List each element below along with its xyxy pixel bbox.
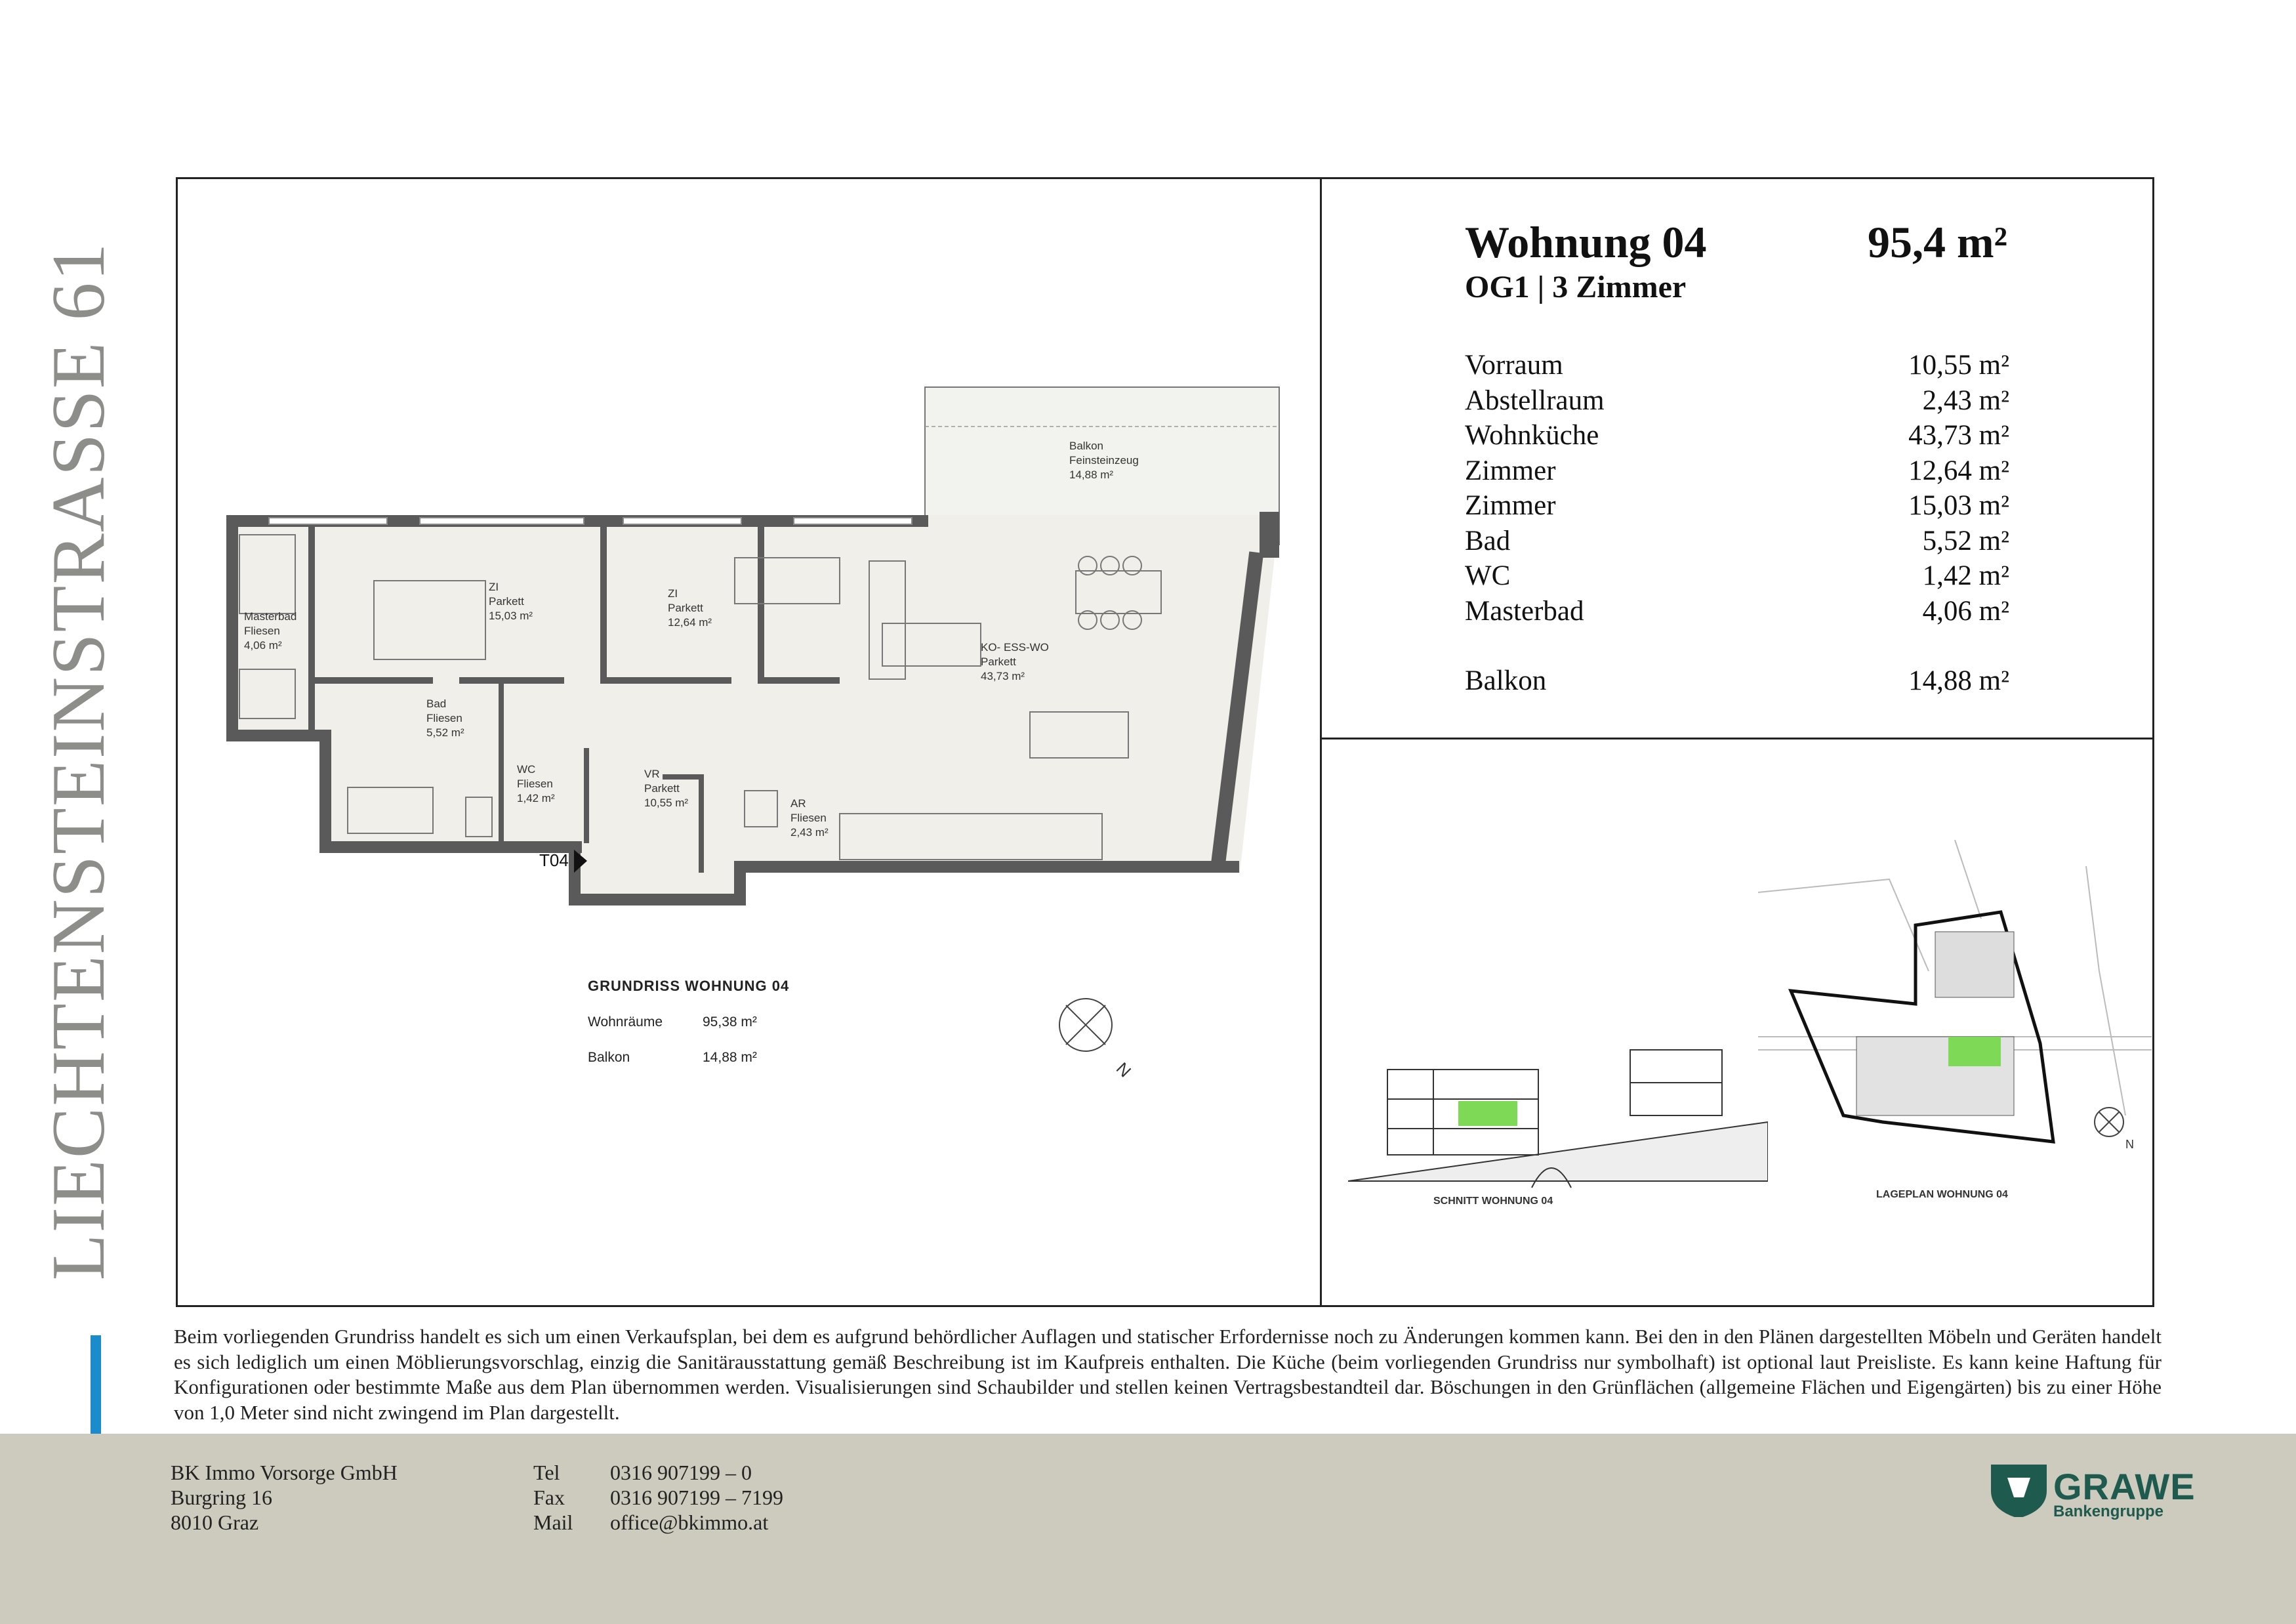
tel-label: Tel [533,1461,560,1484]
label-zi2: ZI Parkett 12,64 m² [668,587,712,629]
site-plan [1758,840,2152,1220]
room-row [1465,348,2009,383]
room-name: Zimmer [1465,455,1556,486]
balcony-name: Balkon [1465,665,1547,696]
room-name: WC [1465,560,1511,591]
room-row [1465,594,2009,629]
tel-value: 0316 907199 – 0 [610,1461,752,1484]
legend-value: 14,88 m² [703,1050,757,1065]
room-row [1465,383,2009,419]
room-row [1465,524,2009,559]
north-label: N [1112,1058,1136,1081]
section-drawing [1348,1043,1768,1214]
mail-link[interactable]: office@bkimmo.at [610,1510,769,1534]
legend-row [588,1014,789,1030]
label-wc: WC Fliesen 1,42 m² [517,763,555,804]
legend-row [588,1050,789,1066]
legend-label: Balkon [588,1050,630,1065]
entrance-label: T04 [539,850,569,870]
footer-contact-values [610,1460,783,1535]
fax-label: Fax [533,1486,565,1509]
room-name: Bad [1465,525,1511,556]
room-area: 2,43 m² [1922,385,2009,416]
room-row [1465,558,2009,594]
footer-contact-labels [533,1460,573,1535]
room-area: 15,03 m² [1908,490,2009,521]
footer-company [171,1460,398,1535]
disclaimer: Beim vorliegenden Grundriss handelt es sich um einen Verkaufsplan, bei dem es aufgrund behördlicher Auflagen und statischer Erfordernisse noch zu Änderungen kommen kann. Bei den in den Plänen dargestellten Möbeln und Geräten handelt es sich lediglich um einen Möblierungsvorschlag, einzig die Sanitärausstattung gemäß Beschreibung ist im Kaufpreis enthalten. Die Küche (beim vorliegenden Grundriss nur symbolhaft) ist optional laut Preisliste. Es kann keine Haftung für Konfigurationen oder bestimmte Maße aus dem Plan übernommen werden. Visualisierungen sind Schaubilder und stellen keinen Vertragsbestandteil dar. Böschungen in den Grünflächen (allgemeine Flächen und Eigengärten) bis zu einer Höhe von 1,0 Meter sind nicht zwingend im Plan dargestellt. [174,1325,2162,1424]
room-name: Masterbad [1465,595,1584,627]
room-name: Wohnküche [1465,420,1599,451]
company-name: BK Immo Vorsorge GmbH [171,1461,398,1484]
logo-name: GRAWE [2053,1466,2196,1507]
label-ar: AR Fliesen 2,43 m² [790,797,829,839]
room-row [1465,453,2009,489]
balcony-row [1465,663,2009,699]
room-name: Vorraum [1465,350,1563,381]
label-zi1: ZI Parkett 15,03 m² [489,581,533,622]
room-name: Abstellraum [1465,385,1605,416]
label-balkon: Balkon Feinsteinzeug 14,88 m² [1069,440,1139,481]
legend-label: Wohnräume [588,1014,663,1030]
room-row [1465,488,2009,524]
north-arrow-icon [1059,999,1112,1051]
label-koesswo: KO- ESS-WO Parkett 43,73 m² [981,641,1049,682]
logo-sub: Bankengruppe [2053,1503,2164,1520]
room-area: 1,42 m² [1922,560,2009,591]
room-area: 12,64 m² [1908,455,2009,486]
site-north-label: N [2125,1138,2134,1151]
unit-title: Wohnung 04 [1465,217,1707,267]
company-city: 8010 Graz [171,1510,259,1534]
room-area: 5,52 m² [1922,525,2009,556]
room-name: Zimmer [1465,490,1556,521]
room-area: 10,55 m² [1908,350,2009,381]
legend-value: 95,38 m² [703,1014,757,1030]
room-row [1465,418,2009,453]
site-caption: LAGEPLAN WOHNUNG 04 [1876,1189,2008,1200]
site-highlight [1948,1037,2001,1066]
section-caption: SCHNITT WOHNUNG 04 [1433,1196,1553,1207]
frame-divider-vertical [1320,177,1322,1307]
label-vr: VR Parkett 10,55 m² [644,768,689,809]
unit-area: 95,4 m² [1867,217,2007,267]
balcony-area: 14,88 m² [1908,665,2009,696]
legend-title: GRUNDRISS WOHNUNG 04 [588,978,790,994]
site-north-icon [2095,1108,2123,1136]
fax-value: 0316 907199 – 7199 [610,1486,783,1509]
mail-label: Mail [533,1510,573,1534]
label-bad: Bad Fliesen 5,52 m² [426,697,464,739]
room-area: 4,06 m² [1922,595,2009,627]
company-street: Burgring 16 [171,1486,272,1509]
side-title: LIECHTENSTEINSTRASSE 61 [37,241,121,1281]
room-list [1465,348,2009,699]
room-area: 43,73 m² [1908,420,2009,451]
section-highlight [1458,1101,1517,1126]
unit-subtitle: OG1 | 3 Zimmer [1465,270,1687,304]
floorplan-legend [588,978,789,1066]
label-masterbad: Masterbad Fliesen 4,06 m² [244,610,297,652]
frame-divider-horizontal [1320,738,2154,739]
grawe-logo [2053,1466,2196,1520]
